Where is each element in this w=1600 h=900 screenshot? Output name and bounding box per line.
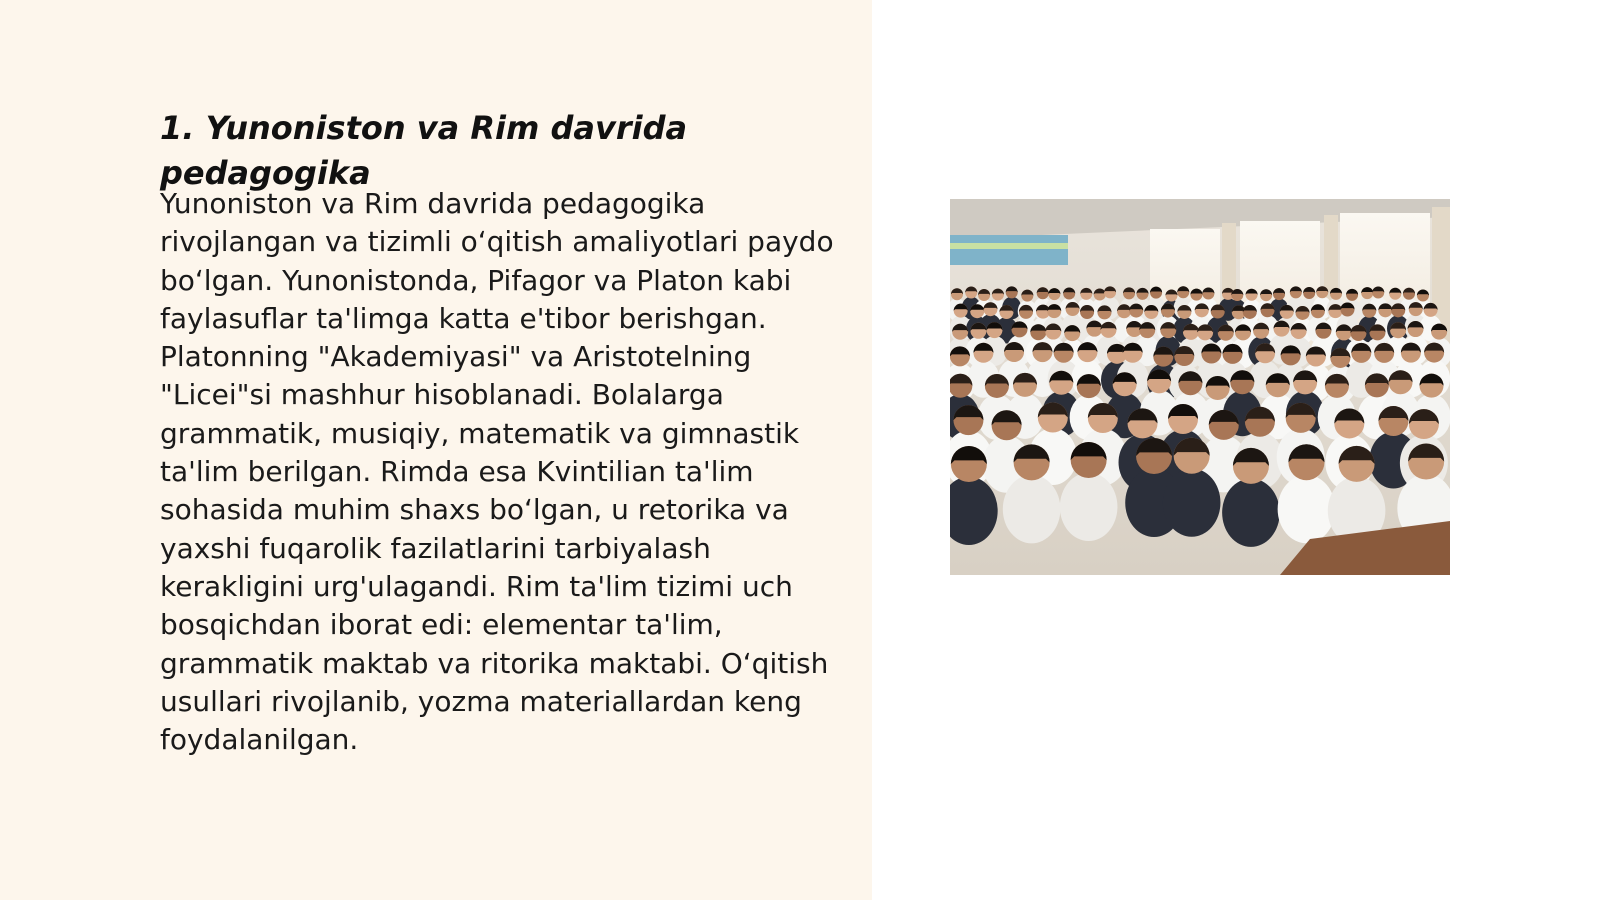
slide-title: 1. Yunoniston va Rim davrida pedagogika xyxy=(160,109,688,192)
body-text: Yunoniston va Rim davrida pedagogika rivojlangan va tizimli oʻqitish amaliyotlari paydo boʻlgan. Yunonistonda, Pifagor va Platon kabi faylasuflar ta'limga katta e'tibor berishgan. Platonning "Akademiyasi" va Aristotelning "Licei"si mashhur hisoblanadi. Bolalarga grammatik, musiqiy, matematik va gimnastik ta'lim berilgan. Rimda esa Kvintilian ta'lim sohasida muhim shaxs boʻlgan, u retorika va yaxshi fuqarolik fazilatlarini tarbiyalash kerakligini urg'ulagandi. Rim ta'lim tizimi uch bosqichdan iborat edi: elementar ta'lim, grammatik maktab va ritorika maktabi. Oʻqitish usullari rivojlanib, yozma materiallardan keng foydalanilgan. xyxy=(160,187,834,757)
classroom-photo xyxy=(950,199,1450,575)
